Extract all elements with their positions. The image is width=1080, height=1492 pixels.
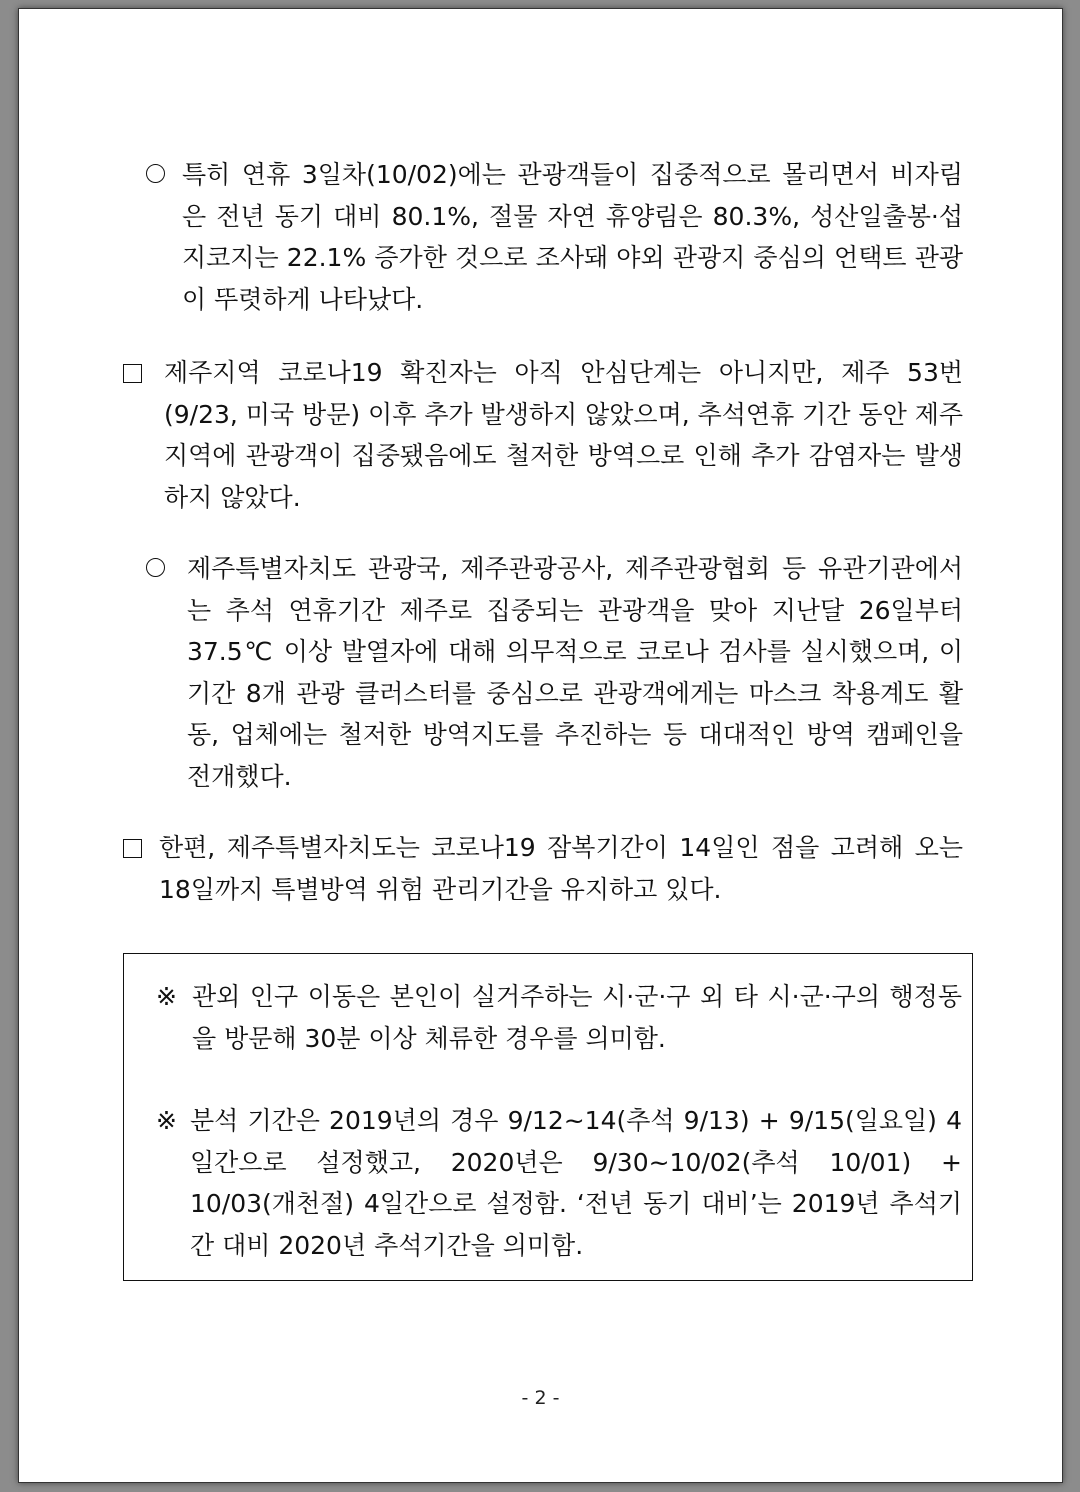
circle-bullet-icon xyxy=(146,548,165,590)
document-page xyxy=(18,8,1063,1483)
notes-box xyxy=(123,953,973,1281)
page-number: - 2 - xyxy=(521,1387,560,1409)
paragraph-3-text: 제주특별자치도 관광국, 제주관광공사, 제주관광협회 등 유관기관에서는 추석 연휴기간 제주로 집중되는 관광객을 맞아 지난달 26일부터 37.5℃ 이상 발열자에 대해 의무적으로 코로나 검사를 실시했으며, 이 기간 8개 관광 클러스터를 중심으로 관광객에게는 마스크 착용계도 활동, 업체에는 철저한 방역지도를 추진하는 등 대대적인 방역 캠페인을 전개했다. xyxy=(187,554,963,791)
square-bullet-icon xyxy=(123,352,142,396)
paragraph-1 xyxy=(146,154,963,320)
square-bullet-icon xyxy=(123,827,142,871)
paragraph-2-text: 제주지역 코로나19 확진자는 아직 안심단계는 아니지만, 제주 53번 (9/23, 미국 방문) 이후 추가 발생하지 않았으며, 추석연휴 기간 동안 제주지역에 관광객이 집중됐음에도 철저한 방역으로 인해 추가 감염자는 발생하지 않았다. xyxy=(164,358,963,512)
paragraph-4 xyxy=(123,827,963,910)
paragraph-4-text: 한편, 제주특별자치도는 코로나19 잠복기간이 14일인 점을 고려해 오는 18일까지 특별방역 위험 관리기간을 유지하고 있다. xyxy=(159,833,963,904)
paragraph-1-text: 특히 연휴 3일차(10/02)에는 관광객들이 집중적으로 몰리면서 비자림은 전년 동기 대비 80.1%, 절물 자연 휴양림은 80.3%, 성산일출봉·섭지코지는 22.1% 증가한 것으로 조사돼 야외 관광지 중심의 언택트 관광이 뚜렷하게 나타났다. xyxy=(182,160,963,314)
note-1-symbol: ※ xyxy=(156,982,177,1011)
note-2 xyxy=(156,1100,962,1266)
note-1-text: 관외 인구 이동은 본인이 실거주하는 시·군·구 외 타 시·군·구의 행정동을 방문해 30분 이상 체류한 경우를 의미함. xyxy=(192,982,962,1053)
note-2-symbol: ※ xyxy=(156,1106,177,1135)
paragraph-2 xyxy=(123,352,963,518)
circle-bullet-icon xyxy=(146,154,165,196)
note-2-text: 분석 기간은 2019년의 경우 9/12~14(추석 9/13) + 9/15(일요일) 4일간으로 설정했고, 2020년은 9/30~10/02(추석 10/01) + 10/03(개천절) 4일간으로 설정함. ‘전년 동기 대비’는 2019년 추석기간 대비 2020년 추석기간을 의미함. xyxy=(190,1106,962,1260)
paragraph-3 xyxy=(146,548,963,797)
note-1 xyxy=(156,976,962,1059)
